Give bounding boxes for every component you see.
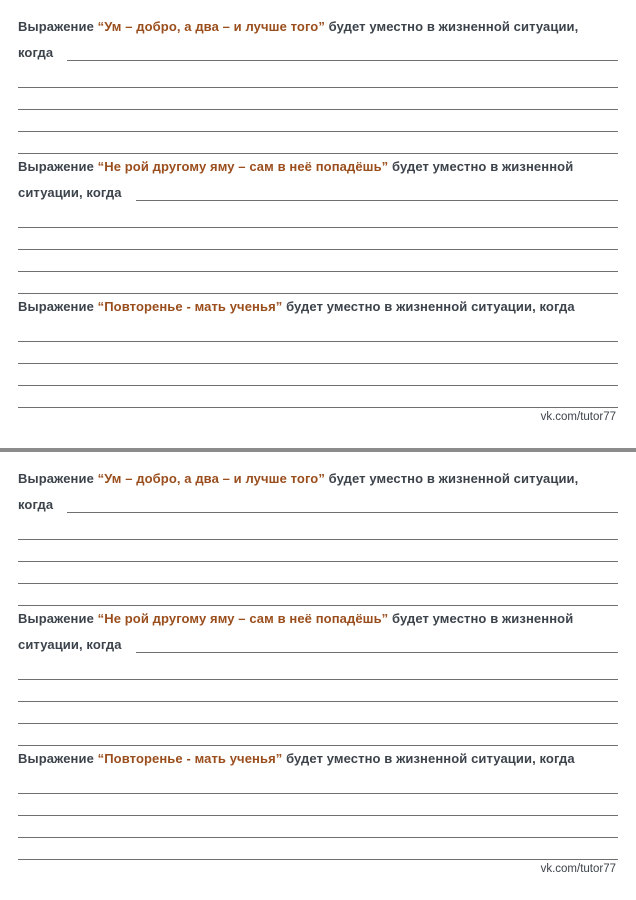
footer-link: vk.com/tutor77 <box>540 411 616 423</box>
prefix-text: Выражение <box>18 159 94 174</box>
worksheet-half-bottom <box>0 452 636 900</box>
continuation-label: когда <box>18 497 54 512</box>
heading-line-2 <box>18 492 618 518</box>
suffix-text: будет уместно в жизненной ситуации, когда <box>286 751 575 766</box>
heading-line-2 <box>18 632 618 658</box>
answer-line <box>18 132 618 154</box>
exercise-section-1 <box>18 14 618 154</box>
exercise-section-2 <box>18 154 618 294</box>
worksheet-half-top <box>0 0 636 448</box>
answer-blank-rule <box>136 200 618 201</box>
prefix-text: Выражение <box>18 751 94 766</box>
prefix-text: Выражение <box>18 471 94 486</box>
suffix-text: будет уместно в жизненной <box>392 611 574 626</box>
answer-line <box>18 794 618 816</box>
answer-blank-rule <box>67 512 618 513</box>
answer-line <box>18 518 618 540</box>
proverb-text: “Не рой другому яму – сам в неё попадёшь” <box>97 611 389 626</box>
exercise-section-3 <box>18 294 618 408</box>
continuation-label: ситуации, когда <box>18 185 122 200</box>
prefix-text: Выражение <box>18 611 94 626</box>
proverb-text: “Ум – добро, а два – и лучше того” <box>97 471 325 486</box>
exercise-section-2 <box>18 606 618 746</box>
suffix-text: будет уместно в жизненной ситуации, <box>328 19 579 34</box>
answer-line <box>18 816 618 838</box>
answer-line <box>18 680 618 702</box>
answer-blank-rule <box>136 652 618 653</box>
answer-line <box>18 206 618 228</box>
answer-line <box>18 772 618 794</box>
exercise-section-3 <box>18 746 618 860</box>
continuation-label: когда <box>18 45 54 60</box>
answer-line <box>18 540 618 562</box>
answer-line <box>18 562 618 584</box>
prefix-text: Выражение <box>18 299 94 314</box>
heading-line-1 <box>18 746 618 772</box>
answer-line <box>18 272 618 294</box>
answer-line <box>18 342 618 364</box>
suffix-text: будет уместно в жизненной ситуации, <box>328 471 579 486</box>
exercise-section-1 <box>18 466 618 606</box>
proverb-text: “Повторенье - мать ученья” <box>97 751 283 766</box>
heading-line-2 <box>18 40 618 66</box>
answer-blank-rule <box>67 60 618 61</box>
answer-line <box>18 88 618 110</box>
continuation-label: ситуации, когда <box>18 637 122 652</box>
proverb-text: “Не рой другому яму – сам в неё попадёшь” <box>97 159 389 174</box>
answer-line <box>18 702 618 724</box>
answer-line <box>18 658 618 680</box>
heading-line-1 <box>18 14 618 40</box>
answer-line <box>18 724 618 746</box>
answer-line <box>18 228 618 250</box>
answer-line <box>18 250 618 272</box>
answer-line <box>18 584 618 606</box>
prefix-text: Выражение <box>18 19 94 34</box>
answer-line <box>18 320 618 342</box>
answer-line <box>18 110 618 132</box>
proverb-text: “Повторенье - мать ученья” <box>97 299 283 314</box>
heading-line-1 <box>18 466 618 492</box>
heading-line-1 <box>18 606 618 632</box>
heading-line-1 <box>18 154 618 180</box>
heading-line-1 <box>18 294 618 320</box>
answer-line <box>18 838 618 860</box>
footer-link: vk.com/tutor77 <box>540 863 616 875</box>
answer-line <box>18 386 618 408</box>
answer-line <box>18 66 618 88</box>
suffix-text: будет уместно в жизненной ситуации, когда <box>286 299 575 314</box>
heading-line-2 <box>18 180 618 206</box>
suffix-text: будет уместно в жизненной <box>392 159 574 174</box>
answer-line <box>18 364 618 386</box>
proverb-text: “Ум – добро, а два – и лучше того” <box>97 19 325 34</box>
